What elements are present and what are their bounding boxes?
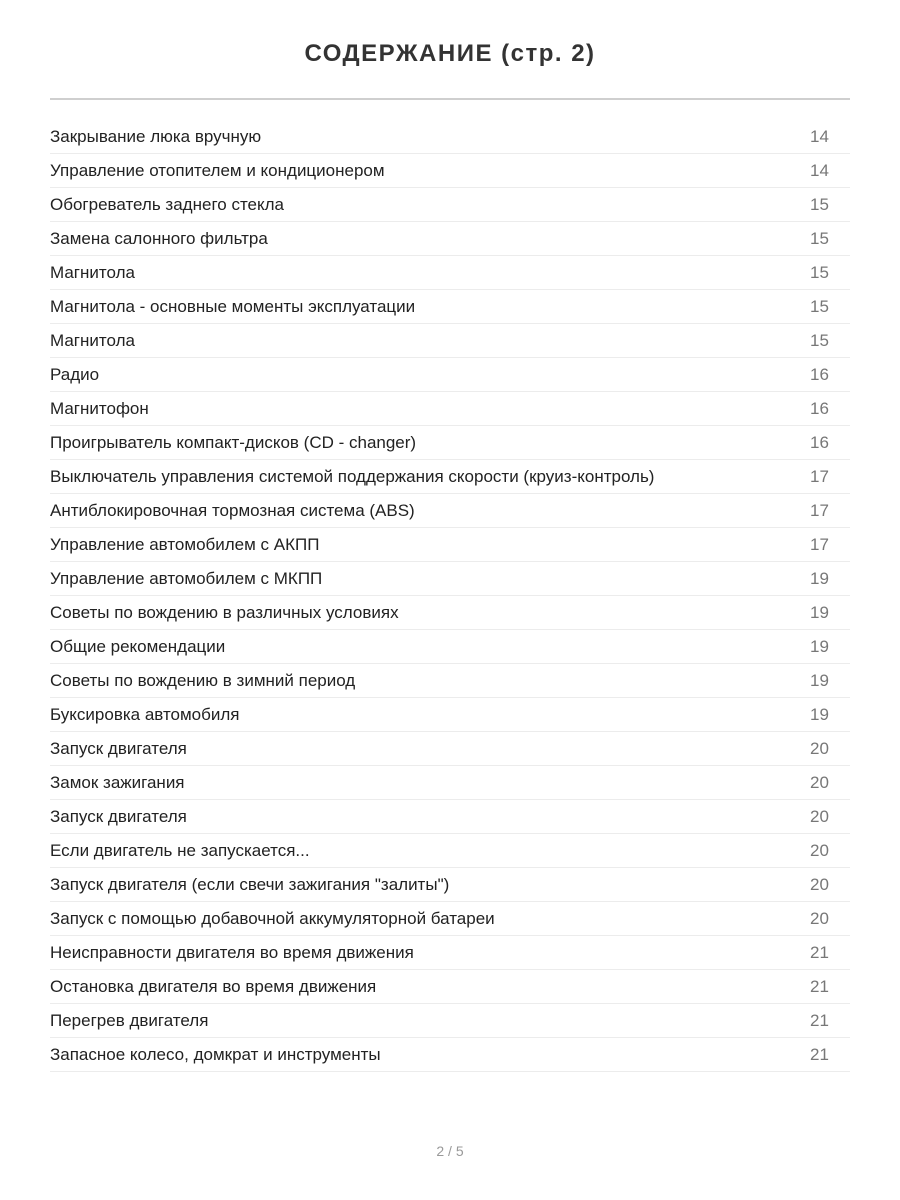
toc-entry-title[interactable]: Неисправности двигателя во время движения: [50, 943, 414, 962]
toc-entry-title[interactable]: Общие рекомендации: [50, 637, 226, 656]
toc-entry[interactable]: [50, 222, 850, 256]
toc-entry-page-number: 20: [810, 773, 829, 792]
toc-entry-title[interactable]: Магнитола: [50, 263, 135, 282]
toc-entry[interactable]: [50, 800, 850, 834]
toc-entry-title[interactable]: Управление автомобилем с АКПП: [50, 535, 320, 554]
toc-entry-title[interactable]: Советы по вождению в различных условиях: [50, 603, 399, 622]
toc-entry[interactable]: [50, 970, 850, 1004]
toc-entry[interactable]: [50, 154, 850, 188]
toc-entry[interactable]: [50, 664, 850, 698]
toc-entry[interactable]: [50, 188, 850, 222]
toc-entry-title[interactable]: Проигрыватель компакт-дисков (CD - changer): [50, 433, 417, 452]
toc-entry[interactable]: [50, 120, 850, 154]
toc-entry[interactable]: [50, 1004, 850, 1038]
toc-entry-title[interactable]: Обогреватель заднего стекла: [50, 195, 284, 214]
toc-entry-title[interactable]: Остановка двигателя во время движения: [50, 977, 377, 996]
toc-entry-page-number: 17: [810, 467, 829, 486]
toc-entry-page-number: 15: [810, 229, 829, 248]
toc-entry-page-number: 17: [810, 501, 829, 520]
toc-entry-page-number: 20: [810, 841, 829, 860]
toc-entry[interactable]: [50, 528, 850, 562]
toc-entry[interactable]: [50, 460, 850, 494]
toc-entry-page-number: 19: [810, 603, 829, 622]
toc-entry-page-number: 21: [810, 977, 829, 996]
toc-entry-page-number: 15: [810, 331, 829, 350]
toc-entry[interactable]: [50, 426, 850, 460]
toc-entry-title[interactable]: Запуск двигателя: [50, 807, 187, 826]
toc-entry-page-number: 15: [810, 195, 829, 214]
toc-entry-title[interactable]: Советы по вождению в зимний период: [50, 671, 356, 690]
toc-entry-title[interactable]: Магнитола: [50, 331, 135, 350]
toc-entry-title[interactable]: Радио: [50, 365, 100, 384]
toc-entry-page-number: 17: [810, 535, 829, 554]
toc-entry[interactable]: [50, 358, 850, 392]
toc-entry[interactable]: [50, 630, 850, 664]
toc-entry-page-number: 15: [810, 263, 829, 282]
toc-entry[interactable]: [50, 698, 850, 732]
toc-entry-page-number: 16: [810, 433, 829, 452]
toc-entry[interactable]: [50, 256, 850, 290]
title-divider: [50, 98, 850, 100]
toc-entry[interactable]: [50, 868, 850, 902]
toc-entry[interactable]: [50, 902, 850, 936]
toc-entry-page-number: 20: [810, 739, 829, 758]
page-number-footer: 2 / 5: [436, 1143, 464, 1159]
toc-entry-page-number: 15: [810, 297, 829, 316]
toc-entry-title[interactable]: Запуск двигателя: [50, 739, 187, 758]
toc-entry-page-number: 21: [810, 1011, 829, 1030]
toc-entry-title[interactable]: Магнитола - основные моменты эксплуатации: [50, 297, 416, 316]
toc-entry-title[interactable]: Антиблокировочная тормозная система (ABS): [50, 501, 415, 520]
page-title: СОДЕРЖАНИЕ (стр. 2): [304, 40, 596, 67]
toc-entry-page-number: 14: [810, 161, 829, 180]
toc-entry-title[interactable]: Буксировка автомобиля: [50, 705, 240, 724]
toc-entry-title[interactable]: Запуск с помощью добавочной аккумуляторной батареи: [50, 909, 495, 928]
toc-entry-title[interactable]: Закрывание люка вручную: [50, 127, 262, 146]
toc-entry[interactable]: [50, 936, 850, 970]
toc-entry-page-number: 14: [810, 127, 829, 146]
toc-entry[interactable]: [50, 766, 850, 800]
toc-entry-title[interactable]: Перегрев двигателя: [50, 1011, 209, 1030]
toc-entry[interactable]: [50, 562, 850, 596]
toc-entry-page-number: 20: [810, 909, 829, 928]
toc-entry-title[interactable]: Выключатель управления системой поддержания скорости (круиз-контроль): [50, 467, 655, 486]
toc-entry-page-number: 19: [810, 637, 829, 656]
toc-entry-title[interactable]: Управление автомобилем с МКПП: [50, 569, 323, 588]
toc-list: [50, 120, 850, 1072]
toc-entry[interactable]: [50, 596, 850, 630]
toc-entry-title[interactable]: Если двигатель не запускается...: [50, 841, 310, 860]
toc-entry[interactable]: [50, 834, 850, 868]
toc-entry-page-number: 19: [810, 671, 829, 690]
toc-entry-page-number: 20: [810, 807, 829, 826]
toc-entry[interactable]: [50, 324, 850, 358]
toc-entry-page-number: 19: [810, 569, 829, 588]
toc-entry-page-number: 21: [810, 943, 829, 962]
toc-entry[interactable]: [50, 732, 850, 766]
toc-entry[interactable]: [50, 290, 850, 324]
toc-entry-page-number: 20: [810, 875, 829, 894]
toc-entry-title[interactable]: Замок зажигания: [50, 773, 185, 792]
toc-entry-page-number: 21: [810, 1045, 829, 1064]
toc-entry-title[interactable]: Запасное колесо, домкрат и инструменты: [50, 1045, 381, 1064]
toc-entry[interactable]: [50, 392, 850, 426]
toc-entry[interactable]: [50, 1038, 850, 1072]
toc-entry[interactable]: [50, 494, 850, 528]
toc-entry-title[interactable]: Управление отопителем и кондиционером: [50, 161, 385, 180]
toc-entry-page-number: 19: [810, 705, 829, 724]
toc-entry-title[interactable]: Запуск двигателя (если свечи зажигания "залиты"): [50, 875, 450, 894]
toc-entry-page-number: 16: [810, 399, 829, 418]
toc-entry-title[interactable]: Магнитофон: [50, 399, 149, 418]
toc-entry-title[interactable]: Замена салонного фильтра: [50, 229, 268, 248]
toc-entry-page-number: 16: [810, 365, 829, 384]
